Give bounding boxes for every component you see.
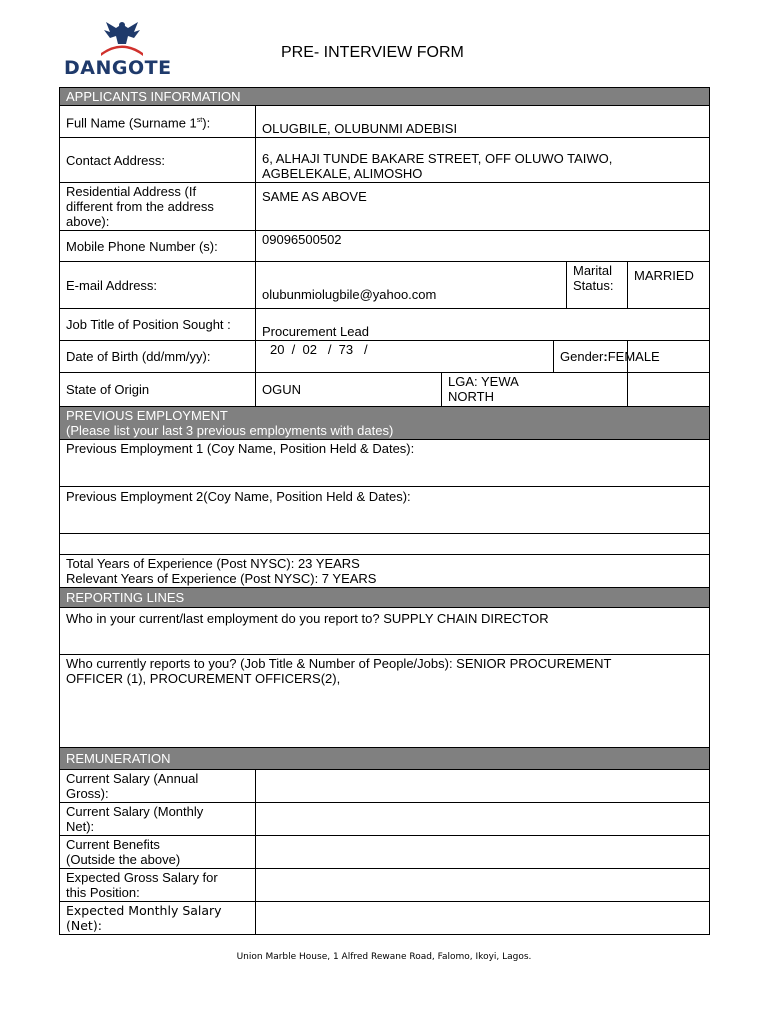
current-salary-monthly-field[interactable] <box>256 803 710 836</box>
expected-gross-salary-label: Expected Gross Salary for this Position: <box>60 869 256 902</box>
marital-status-field[interactable] <box>628 262 710 309</box>
form-title: PRE- INTERVIEW FORM <box>281 44 464 61</box>
state-of-origin-label: State of Origin <box>60 373 256 407</box>
mobile-phone-value: 09096500502 <box>262 232 342 247</box>
expected-monthly-salary-field[interactable] <box>256 902 710 935</box>
report-to-field[interactable]: Who in your current/last employment do you report to? SUPPLY CHAIN DIRECTOR <box>60 608 710 655</box>
eagle-emblem-icon <box>98 20 146 56</box>
full-name-value: OLUGBILE, OLUBUNMI ADEBISI <box>262 121 458 136</box>
section-reporting-lines: REPORTING LINES <box>60 588 710 608</box>
full-name-field[interactable] <box>256 106 710 138</box>
total-years-experience: Total Years of Experience (Post NYSC): 23 YEARS <box>66 556 360 571</box>
residential-address-value: SAME AS ABOVE <box>262 189 367 204</box>
marital-status-value: MARRIED <box>634 268 694 283</box>
job-title-field[interactable] <box>256 309 710 341</box>
section-previous-employment: PREVIOUS EMPLOYMENT (Please list your last 3 previous employments with dates) <box>60 407 710 440</box>
dangote-logo <box>62 20 178 82</box>
residential-address-field[interactable] <box>256 183 710 231</box>
dob-field[interactable] <box>256 341 554 373</box>
previous-employment-2-field[interactable]: Previous Employment 2(Coy Name, Position Held & Dates): <box>60 487 710 534</box>
state-of-origin-value: OGUN <box>262 382 301 397</box>
previous-employment-3-field[interactable] <box>60 534 710 555</box>
expected-monthly-salary-label: Expected Monthly Salary (Net): <box>60 902 256 935</box>
logo-wordmark: DANGOTE <box>64 57 172 79</box>
lga-extra-cell <box>628 373 710 407</box>
lga-field[interactable]: LGA: YEWA NORTH <box>442 373 628 407</box>
email-field[interactable] <box>256 262 567 309</box>
section-remuneration: REMUNERATION <box>60 748 710 770</box>
contact-address-field[interactable] <box>256 138 710 183</box>
marital-status-label: Marital Status: <box>567 262 628 309</box>
job-title-label: Job Title of Position Sought : <box>60 309 256 341</box>
gender-field[interactable]: Gender:FEMALE <box>554 341 628 373</box>
current-salary-annual-field[interactable] <box>256 770 710 803</box>
full-name-label: Full Name (Surname 1st): <box>60 106 256 138</box>
contact-address-line1: 6, ALHAJI TUNDE BAKARE STREET, OFF OLUWO TAIWO, <box>262 151 613 166</box>
pre-interview-form <box>59 87 710 935</box>
footer-address: Union Marble House, 1 Alfred Rewane Road, Falomo, Ikoyi, Lagos. <box>236 952 532 962</box>
contact-address-label: Contact Address: <box>60 138 256 183</box>
current-benefits-label: Current Benefits (Outside the above) <box>60 836 256 869</box>
current-salary-annual-label: Current Salary (Annual Gross): <box>60 770 256 803</box>
current-salary-monthly-label: Current Salary (Monthly Net): <box>60 803 256 836</box>
email-value: olubunmiolugbile@yahoo.com <box>262 287 437 302</box>
experience-years-field[interactable] <box>60 555 710 588</box>
expected-gross-salary-field[interactable] <box>256 869 710 902</box>
dob-label: Date of Birth (dd/mm/yy): <box>60 341 256 373</box>
mobile-phone-label: Mobile Phone Number (s): <box>60 231 256 262</box>
dob-value: 20 / 02 / 73 / <box>270 342 368 357</box>
section-applicants-information: APPLICANTS INFORMATION <box>60 88 710 106</box>
job-title-value: Procurement Lead <box>262 324 369 339</box>
email-label: E-mail Address: <box>60 262 256 309</box>
residential-address-label: Residential Address (If different from the address above): <box>60 183 256 231</box>
mobile-phone-field[interactable] <box>256 231 710 262</box>
current-benefits-field[interactable] <box>256 836 710 869</box>
contact-address-line2: AGBELEKALE, ALIMOSHO <box>262 166 423 181</box>
relevant-years-experience: Relevant Years of Experience (Post NYSC): 7 YEARS <box>66 571 377 586</box>
state-of-origin-field[interactable] <box>256 373 442 407</box>
gender-value: FEMALE <box>607 349 660 364</box>
direct-reports-field[interactable]: Who currently reports to you? (Job Title & Number of People/Jobs): SENIOR PROCUREMENT OFFICER (1), PROCUREMENT OFFICERS(2), <box>60 655 710 748</box>
previous-employment-1-field[interactable]: Previous Employment 1 (Coy Name, Position Held & Dates): <box>60 440 710 487</box>
